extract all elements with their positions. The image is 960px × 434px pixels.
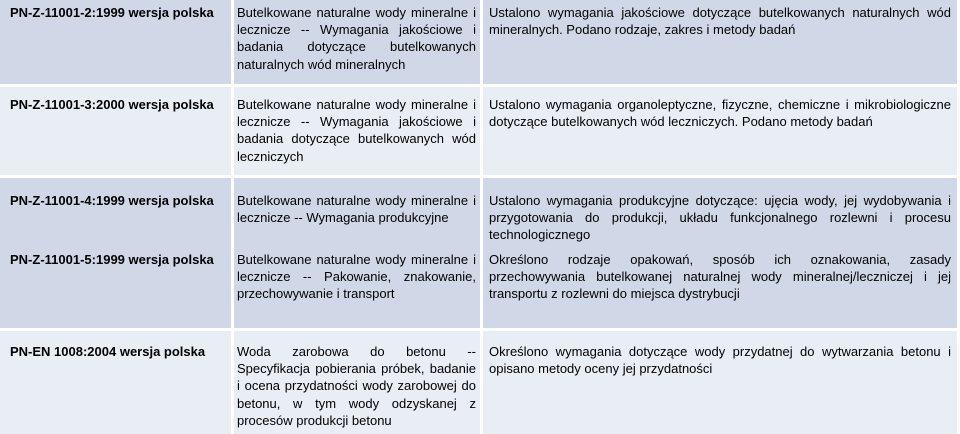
standard-code: PN-Z-11001-3:2000 wersja polska <box>10 97 214 112</box>
standard-code: PN-EN 1008:2004 wersja polska <box>10 344 206 359</box>
standard-title: Woda zarobowa do betonu -- Specyfikacja pobierania próbek, badanie i ocena przydatności wody zarobowej do betonu, w tym wody odzyskanej z procesów produkcji betonu <box>237 344 476 428</box>
standard-scope: Ustalono wymagania jakościowe dotyczące butelkowanych naturalnych wód mineralnych. Podano rodzaje, zakres i metody badań <box>489 5 951 38</box>
standard-code: PN-Z-11001-2:1999 wersja polska <box>10 5 214 20</box>
standard-scope: Ustalono wymagania organoleptyczne, fizyczne, chemiczne i mikrobiologiczne dotyczące butelkowanych wód leczniczych. Podano metody badań <box>489 97 951 130</box>
standard-code: PN-Z-11001-5:1999 wersja polska <box>10 252 214 267</box>
standard-code: PN-Z-11001-4:1999 wersja polska <box>10 193 214 208</box>
standard-title: Butelkowane naturalne wody mineralne i lecznicze -- Pakowanie, znakowanie, przechowywanie i transport <box>237 252 476 302</box>
standard-scope: Określono rodzaje opakowań, sposób ich oznakowania, zasady przechowywania butelkowanej naturalnej wody mineralnej/leczniczej i jej transportu z rozlewni do miejsca dystrybucji <box>489 252 951 302</box>
column-divider <box>480 0 483 434</box>
standard-title: Butelkowane naturalne wody mineralne i lecznicze -- Wymagania produkcyjne <box>237 193 476 226</box>
standard-scope: Określono wymagania dotyczące wody przydatnej do wytwarzania betonu i opisano metody oceny jej przydatności <box>489 344 951 377</box>
standard-title: Butelkowane naturalne wody mineralne i lecznicze -- Wymagania jakościowe i badania dotyczące butelkowanych wód leczniczych <box>237 97 476 164</box>
standard-title: Butelkowane naturalne wody mineralne i lecznicze -- Wymagania jakościowe i badania dotyczące butelkowanych naturalnych wód mineralnych <box>237 5 476 72</box>
standard-scope: Ustalono wymagania produkcyjne dotyczące: ujęcia wody, jej wydobywania i przygotowania do produkcji, układu funkcjonalnego rozlewni i procesu technologicznego <box>489 193 951 243</box>
column-divider <box>231 0 234 434</box>
